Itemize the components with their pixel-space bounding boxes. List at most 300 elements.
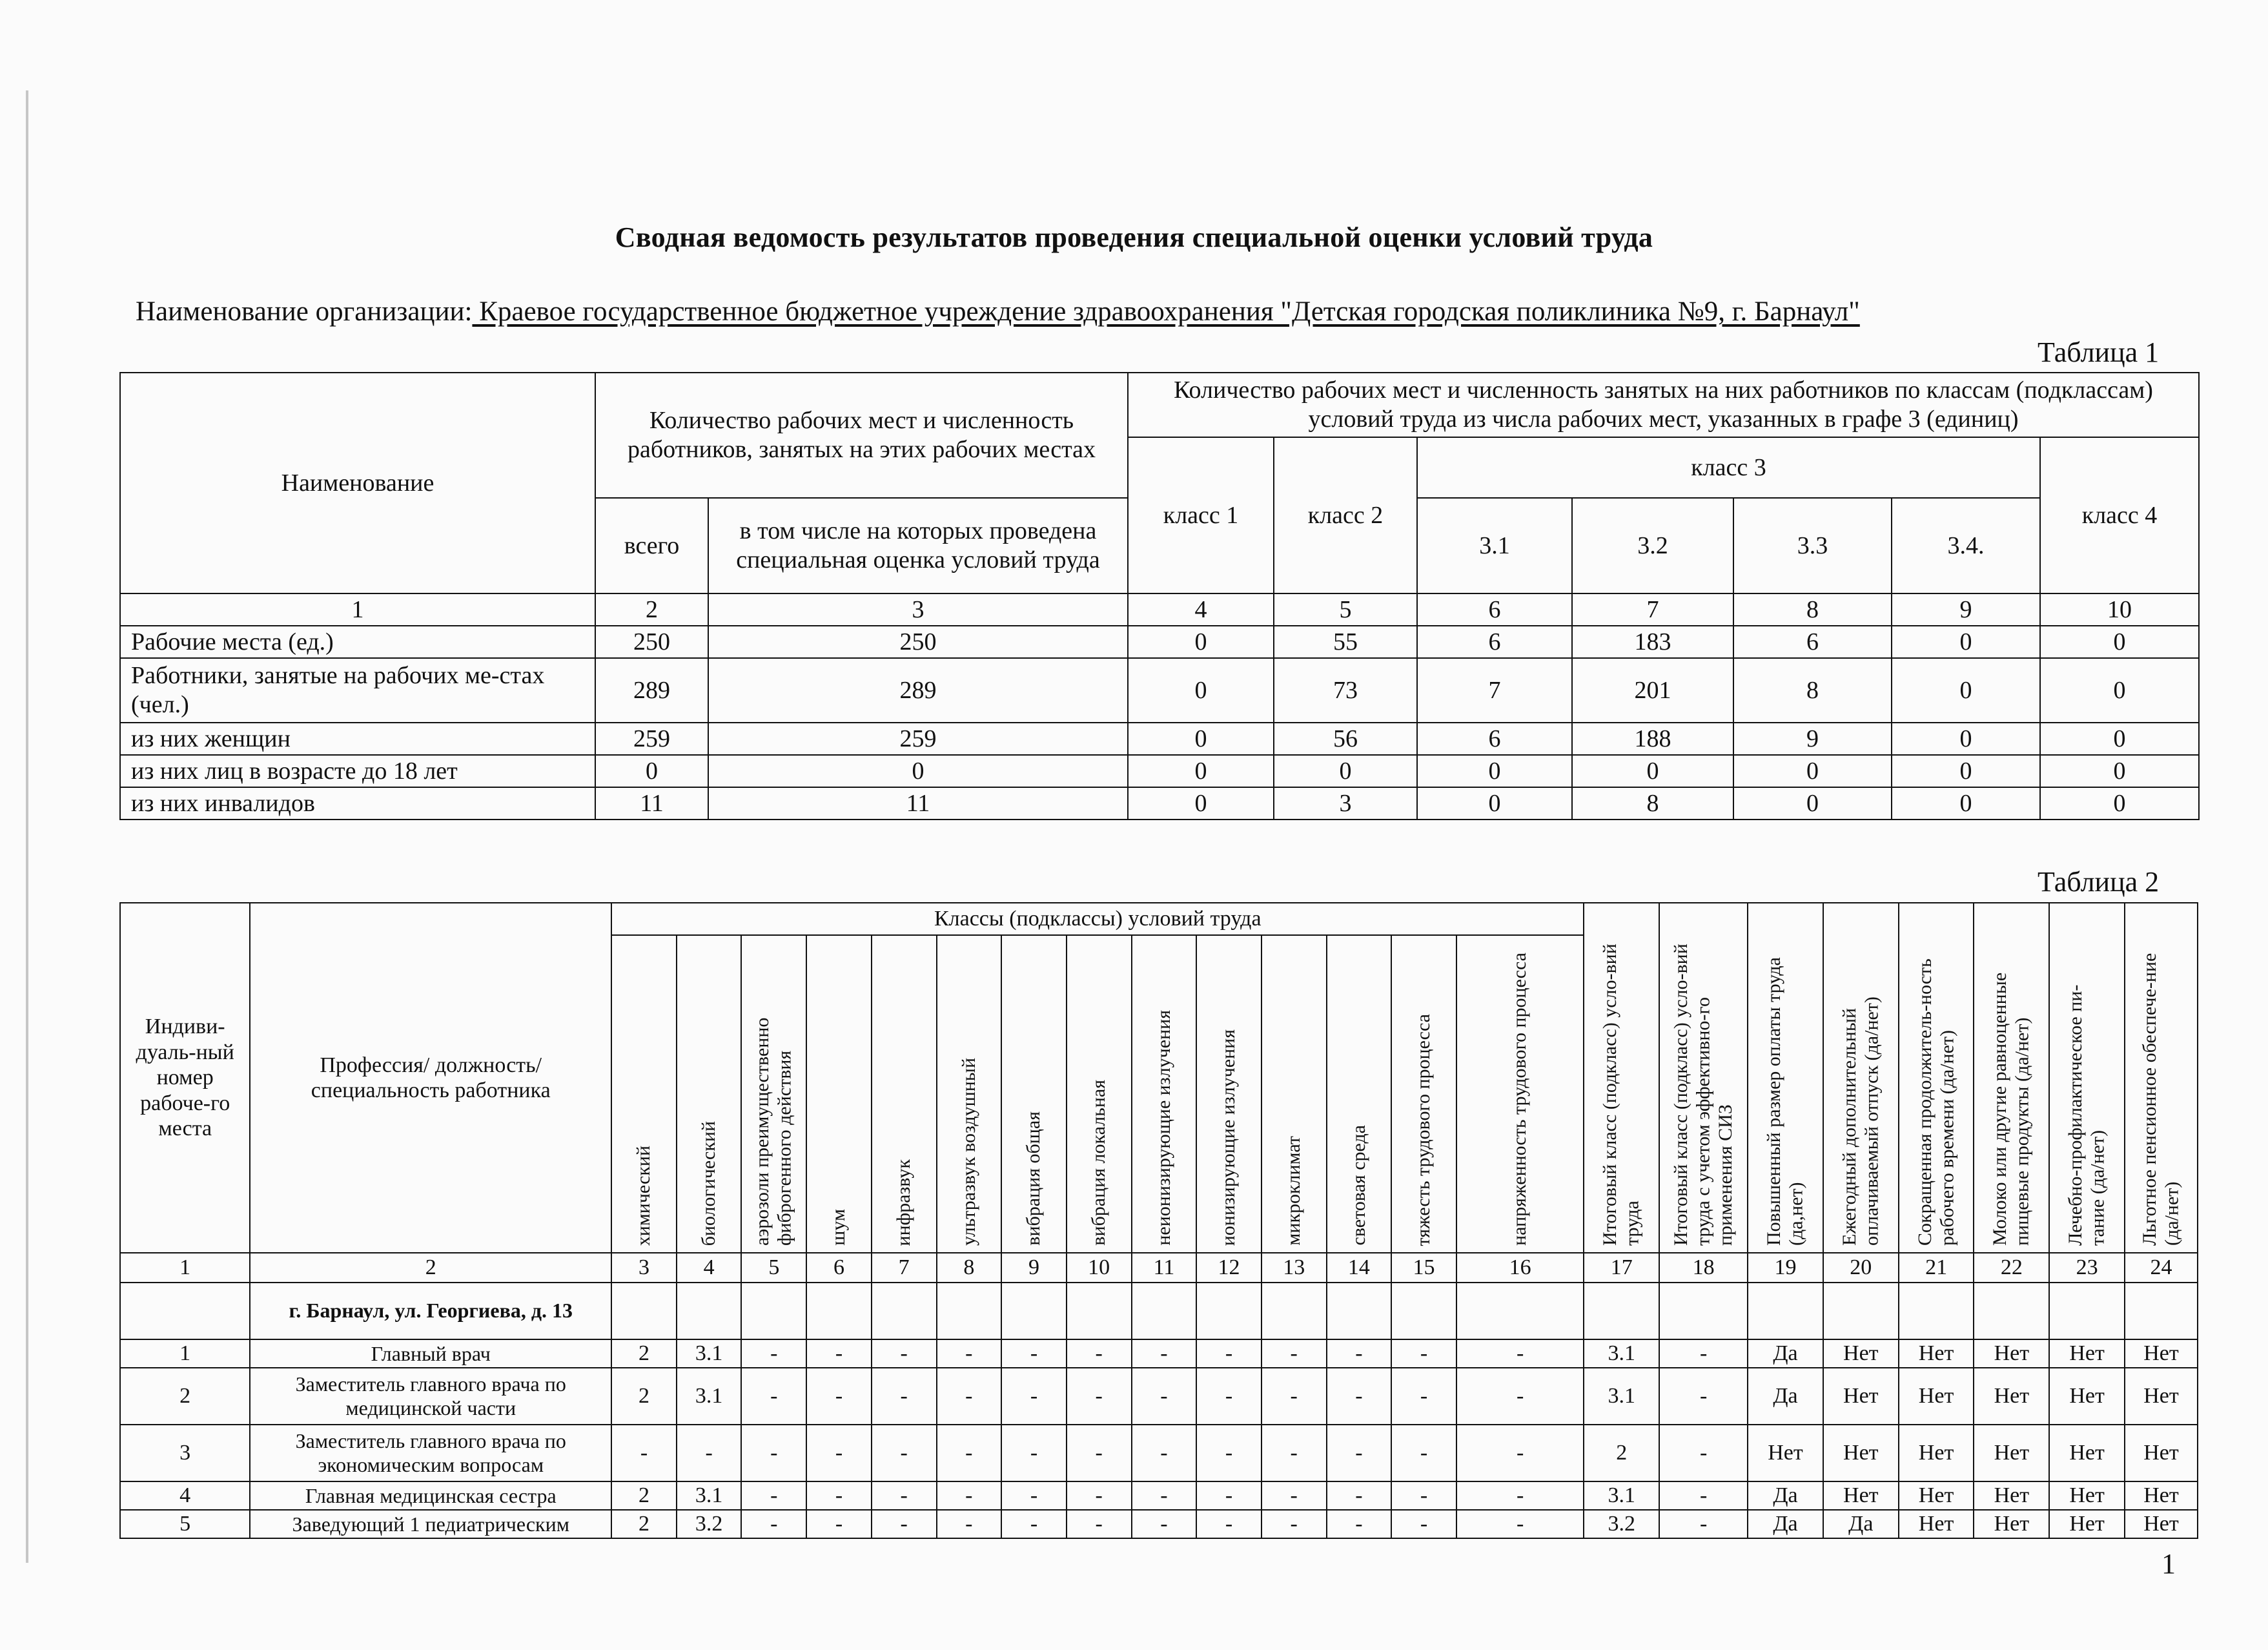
t1-cell: 11 — [595, 787, 708, 820]
t2-cell: 3.1 — [1584, 1368, 1659, 1425]
t1-cell: 0 — [708, 755, 1128, 787]
t2-cell: 3.1 — [677, 1368, 742, 1425]
t2-colnum: 5 — [741, 1253, 806, 1283]
t1-head-classes: Количество рабочих мест и численность занятых на них работников по классам (подклассам) условий труда из числа рабочих мест, указанных в графе 3 (единиц) — [1128, 373, 2199, 437]
t2-cell: - — [1001, 1425, 1067, 1481]
t2-head-factor-label: вибрация общая — [1023, 1111, 1045, 1246]
t2-head-factor — [1327, 935, 1392, 1253]
t2-cell: Нет — [2125, 1339, 2198, 1368]
t1-head-sub33: 3.3 — [1733, 498, 1892, 593]
t2-cell: Нет — [2049, 1510, 2125, 1538]
t2-cell: - — [1067, 1339, 1132, 1368]
t2-cell: - — [1659, 1425, 1748, 1481]
t2-empty-cell — [1659, 1283, 1748, 1339]
t1-head-sub32: 3.2 — [1572, 498, 1733, 593]
t1-colnum: 9 — [1892, 593, 2040, 626]
t2-cell: - — [1327, 1481, 1392, 1510]
t2-cell: Да — [1748, 1368, 1823, 1425]
t2-cell: Нет — [2125, 1368, 2198, 1425]
t1-cell: 3 — [1274, 787, 1417, 820]
t2-cell: - — [1132, 1339, 1197, 1368]
t2-cell: - — [1067, 1425, 1132, 1481]
t1-cell: 9 — [1733, 723, 1892, 755]
t2-cell: - — [937, 1425, 1002, 1481]
t1-cell: 55 — [1274, 626, 1417, 658]
t2-cell: - — [1132, 1368, 1197, 1425]
t2-head-extra — [1584, 903, 1659, 1253]
t1-row — [120, 755, 2199, 787]
t2-head-extra — [2049, 903, 2125, 1253]
t2-cell: - — [1196, 1368, 1262, 1425]
t2-head-factor-label: световая среда — [1347, 1125, 1369, 1246]
t2-head-extra-label: Лечебно-профилактическое пи-тание (да/нет) — [2065, 984, 2109, 1246]
t2-cell: Нет — [2125, 1425, 2198, 1481]
t2-cell: Да — [1748, 1339, 1823, 1368]
t2-cell: - — [741, 1339, 806, 1368]
t1-colnum: 3 — [708, 593, 1128, 626]
t1-colnum: 6 — [1417, 593, 1572, 626]
t2-head-extra — [1974, 903, 2049, 1253]
t1-cell: 0 — [2040, 626, 2199, 658]
t1-row-name: из них женщин — [120, 723, 595, 755]
t2-cell: - — [1067, 1510, 1132, 1538]
t2-head-factor-label: ультразвук воздушный — [957, 1058, 979, 1246]
t2-cell: - — [1327, 1368, 1392, 1425]
t2-head-factor-label: биологический — [697, 1120, 719, 1246]
t2-row-profession: Заместитель главного врача по медицинской части — [250, 1368, 611, 1425]
t2-empty-cell — [1584, 1283, 1659, 1339]
t2-cell: - — [872, 1510, 937, 1538]
t1-head-total: всего — [595, 498, 708, 593]
t2-cell: - — [1262, 1510, 1327, 1538]
t1-cell: 0 — [2040, 787, 2199, 820]
t2-cell: - — [1132, 1481, 1197, 1510]
t2-empty-cell — [872, 1283, 937, 1339]
t1-row-name: Рабочие места (ед.) — [120, 626, 595, 658]
t2-cell: Нет — [1823, 1368, 1899, 1425]
t2-empty-cell — [1067, 1283, 1132, 1339]
t1-cell: 6 — [1417, 723, 1572, 755]
t2-head-id: Индиви-дуаль-ный номер рабоче-го места — [120, 903, 250, 1253]
t2-cell: - — [1391, 1510, 1456, 1538]
t1-cell: 201 — [1572, 658, 1733, 723]
t2-cell: - — [1456, 1339, 1584, 1368]
t2-colnum: 12 — [1196, 1253, 1262, 1283]
t2-cell: - — [1327, 1425, 1392, 1481]
t2-empty-cell — [1823, 1283, 1899, 1339]
t2-cell: 3.1 — [1584, 1481, 1659, 1510]
t1-colnum-row — [120, 593, 2199, 626]
t2-empty-cell — [1001, 1283, 1067, 1339]
document-title: Сводная ведомость результатов проведения специальной оценки условий труда — [615, 222, 1653, 253]
t1-colnum: 7 — [1572, 593, 1733, 626]
t2-colnum: 18 — [1659, 1253, 1748, 1283]
t2-head-extra — [1823, 903, 1899, 1253]
t1-cell: 73 — [1274, 658, 1417, 723]
t2-colnum: 16 — [1456, 1253, 1584, 1283]
t2-cell: - — [1001, 1481, 1067, 1510]
t2-cell: - — [1196, 1339, 1262, 1368]
t1-cell: 250 — [595, 626, 708, 658]
t2-colnum: 13 — [1262, 1253, 1327, 1283]
t2-cell: Нет — [2125, 1481, 2198, 1510]
t2-cell: 2 — [611, 1339, 677, 1368]
t1-cell: 289 — [595, 658, 708, 723]
t2-head-factor — [1456, 935, 1584, 1253]
t2-head-factor — [1132, 935, 1197, 1253]
t2-cell: - — [937, 1510, 1002, 1538]
t1-cell: 0 — [1128, 658, 1274, 723]
t1-cell: 0 — [2040, 755, 2199, 787]
t2-empty-cell — [1974, 1283, 2049, 1339]
t2-cell: - — [1262, 1339, 1327, 1368]
t1-colnum: 10 — [2040, 593, 2199, 626]
t1-head-sub31: 3.1 — [1417, 498, 1572, 593]
t2-row-profession: Заведующий 1 педиатрическим — [250, 1510, 611, 1538]
t2-cell: - — [741, 1368, 806, 1425]
t2-head-factor — [677, 935, 742, 1253]
t2-head-extra-label: Итоговый класс (подкласс) усло-вий труда — [1599, 944, 1643, 1246]
t2-colnum: 8 — [937, 1253, 1002, 1283]
t2-cell: - — [1132, 1425, 1197, 1481]
t2-cell: Нет — [1823, 1339, 1899, 1368]
t1-cell: 0 — [1733, 787, 1892, 820]
t1-head-class3: класс 3 — [1417, 437, 2040, 498]
t2-cell: 2 — [1584, 1425, 1659, 1481]
t2-row-id: 3 — [120, 1425, 250, 1481]
t2-empty-cell — [741, 1283, 806, 1339]
t2-cell: - — [677, 1425, 742, 1481]
t2-colnum: 2 — [250, 1253, 611, 1283]
t2-empty-cell — [611, 1283, 677, 1339]
t2-empty-cell — [1391, 1283, 1456, 1339]
t2-head-classes: Классы (подклассы) условий труда — [611, 903, 1584, 935]
t2-cell: Нет — [2125, 1510, 2198, 1538]
t2-head-extra — [1659, 903, 1748, 1253]
t2-cell: Нет — [2049, 1368, 2125, 1425]
t1-cell: 0 — [1892, 787, 2040, 820]
t2-cell: - — [806, 1481, 872, 1510]
t2-cell: - — [1327, 1339, 1392, 1368]
t1-cell: 0 — [1128, 755, 1274, 787]
t2-cell: Да — [1748, 1510, 1823, 1538]
t2-colnum: 6 — [806, 1253, 872, 1283]
t2-cell: - — [741, 1510, 806, 1538]
t2-head-factor-label: аэрозоли преимущественно фиброгенного действия — [751, 1017, 795, 1246]
t2-cell: - — [1659, 1510, 1748, 1538]
t1-row-name: из них инвалидов — [120, 787, 595, 820]
t1-colnum: 1 — [120, 593, 595, 626]
t1-cell: 11 — [708, 787, 1128, 820]
t2-colnum: 4 — [677, 1253, 742, 1283]
t1-cell: 0 — [1128, 787, 1274, 820]
t1-head-name: Наименование — [120, 373, 595, 593]
t2-cell: - — [611, 1425, 677, 1481]
t2-empty-cell — [2125, 1283, 2198, 1339]
t2-cell: Нет — [2049, 1339, 2125, 1368]
t1-row — [120, 787, 2199, 820]
t1-colnum: 2 — [595, 593, 708, 626]
t2-empty-cell — [1262, 1283, 1327, 1339]
t1-cell: 0 — [2040, 723, 2199, 755]
t2-cell: 2 — [611, 1481, 677, 1510]
t2-cell: - — [1196, 1510, 1262, 1538]
t2-cell: 3.1 — [1584, 1339, 1659, 1368]
t2-head-factor — [611, 935, 677, 1253]
t1-cell: 289 — [708, 658, 1128, 723]
table2-caption: Таблица 2 — [2038, 866, 2160, 898]
t2-cell: 2 — [611, 1510, 677, 1538]
t2-head-extra-label: Молоко или другие равноценные пищевые продукты (да/нет) — [1989, 972, 2033, 1246]
t2-row-id: 5 — [120, 1510, 250, 1538]
t1-head-assessed: в том числе на которых проведена специальная оценка условий труда — [708, 498, 1128, 593]
t2-head-factor-label: микроклимат — [1282, 1136, 1304, 1246]
scan-edge-line — [26, 90, 28, 1563]
t2-cell: Нет — [2049, 1425, 2125, 1481]
t2-cell: Нет — [1899, 1510, 1974, 1538]
t2-empty-cell — [2049, 1283, 2125, 1339]
t2-colnum-row — [120, 1253, 2198, 1283]
t2-cell: - — [806, 1368, 872, 1425]
t2-cell: - — [1132, 1510, 1197, 1538]
t2-empty-cell — [1899, 1283, 1974, 1339]
t2-colnum: 23 — [2049, 1253, 2125, 1283]
t2-cell: - — [872, 1481, 937, 1510]
table1-caption: Таблица 1 — [2038, 336, 2160, 368]
t2-cell: - — [1391, 1368, 1456, 1425]
t1-cell: 259 — [708, 723, 1128, 755]
t2-cell: - — [1659, 1481, 1748, 1510]
t2-head-factor-label: ионизирующие излучения — [1218, 1029, 1240, 1246]
t2-empty-cell — [1132, 1283, 1197, 1339]
t2-cell: - — [1001, 1339, 1067, 1368]
t1-head-sub34: 3.4. — [1892, 498, 2040, 593]
t1-cell: 7 — [1417, 658, 1572, 723]
t2-row-id: 1 — [120, 1339, 250, 1368]
t2-head-extra-label: Сокращенная продолжитель-ность рабочего времени (да/нет) — [1914, 958, 1958, 1246]
t2-cell: - — [1391, 1481, 1456, 1510]
t2-cell: - — [1262, 1368, 1327, 1425]
t2-cell: - — [741, 1425, 806, 1481]
t2-colnum: 3 — [611, 1253, 677, 1283]
t2-row — [120, 1510, 2198, 1538]
t2-cell: 3.2 — [1584, 1510, 1659, 1538]
t2-row-profession: Заместитель главного врача по экономическим вопросам — [250, 1425, 611, 1481]
t2-row-profession: Главная медицинская сестра — [250, 1481, 611, 1510]
t2-colnum: 17 — [1584, 1253, 1659, 1283]
t1-cell: 0 — [1892, 723, 2040, 755]
t1-colnum: 5 — [1274, 593, 1417, 626]
t2-cell: 3.1 — [677, 1481, 742, 1510]
t1-cell: 0 — [595, 755, 708, 787]
t2-row — [120, 1339, 2198, 1368]
t2-location-subheading: г. Барнаул, ул. Георгиева, д. 13 — [250, 1283, 611, 1339]
t2-colnum: 22 — [1974, 1253, 2049, 1283]
t2-cell: - — [937, 1368, 1002, 1425]
t2-colnum: 24 — [2125, 1253, 2198, 1283]
t2-cell: - — [806, 1425, 872, 1481]
t2-cell: - — [1391, 1339, 1456, 1368]
t2-head-factor-label: напряженность трудового процесса — [1509, 953, 1531, 1246]
t1-cell: 250 — [708, 626, 1128, 658]
t1-row — [120, 723, 2199, 755]
t2-cell: - — [1327, 1510, 1392, 1538]
t2-cell: Нет — [1974, 1481, 2049, 1510]
t2-empty-cell — [1327, 1283, 1392, 1339]
t1-cell: 0 — [1733, 755, 1892, 787]
t2-cell: - — [1001, 1510, 1067, 1538]
organization-label: Наименование организации: — [136, 296, 473, 327]
t1-head-class4: класс 4 — [2040, 437, 2199, 593]
organization-name: Краевое государственное бюджетное учреждение здравоохранения "Детская городская поликлиника №9, г. Барнаул" — [472, 296, 1860, 327]
t1-cell: 6 — [1417, 626, 1572, 658]
t2-head-factor-label: неионизирующие излучения — [1152, 1010, 1174, 1246]
t2-head-factor-label: тяжесть трудового процесса — [1413, 1013, 1435, 1246]
t1-cell: 8 — [1572, 787, 1733, 820]
t2-empty-cell — [937, 1283, 1002, 1339]
t2-cell: Нет — [1748, 1425, 1823, 1481]
t2-cell: - — [1196, 1481, 1262, 1510]
t2-head-factor-label: химический — [633, 1145, 655, 1246]
t2-cell: Да — [1748, 1481, 1823, 1510]
t2-head-extra — [1899, 903, 1974, 1253]
t1-cell: 183 — [1572, 626, 1733, 658]
t2-cell: - — [1262, 1425, 1327, 1481]
t2-cell: - — [1659, 1368, 1748, 1425]
t1-row-name: Работники, занятые на рабочих ме-стах (чел.) — [120, 658, 595, 723]
t1-cell: 0 — [1274, 755, 1417, 787]
t2-row — [120, 1481, 2198, 1510]
t2-cell: - — [1456, 1368, 1584, 1425]
t2-row-id: 2 — [120, 1368, 250, 1425]
t2-cell: Нет — [1974, 1339, 2049, 1368]
t2-cell: Нет — [1974, 1368, 2049, 1425]
t1-cell: 6 — [1733, 626, 1892, 658]
t1-cell: 0 — [1128, 723, 1274, 755]
t2-colnum: 14 — [1327, 1253, 1392, 1283]
t2-cell: - — [872, 1425, 937, 1481]
t2-cell: Нет — [1899, 1481, 1974, 1510]
t2-head-extra-label: Итоговый класс (подкласс) усло-вий труда с учетом эффективно-го применения СИЗ — [1670, 944, 1736, 1246]
t1-cell: 0 — [1892, 755, 2040, 787]
t2-cell: Нет — [1974, 1425, 2049, 1481]
t2-cell: - — [1001, 1368, 1067, 1425]
t2-cell: - — [806, 1510, 872, 1538]
t1-cell: 0 — [1572, 755, 1733, 787]
t1-row-name: из них лиц в возрасте до 18 лет — [120, 755, 595, 787]
t1-cell: 0 — [1892, 626, 2040, 658]
t2-colnum: 21 — [1899, 1253, 1974, 1283]
t2-cell: Нет — [1899, 1339, 1974, 1368]
t2-cell: Нет — [1823, 1425, 1899, 1481]
t2-cell: - — [1262, 1481, 1327, 1510]
t2-colnum: 7 — [872, 1253, 937, 1283]
t1-head-class1: класс 1 — [1128, 437, 1274, 593]
t2-cell: - — [1196, 1425, 1262, 1481]
organization-line — [136, 296, 1860, 327]
page-number: 1 — [2161, 1548, 2176, 1580]
t2-cell: 2 — [611, 1368, 677, 1425]
t1-row — [120, 658, 2199, 723]
t2-head-factor — [1262, 935, 1327, 1253]
t1-cell: 0 — [2040, 658, 2199, 723]
t2-head-factor — [937, 935, 1002, 1253]
t2-colnum: 15 — [1391, 1253, 1456, 1283]
t1-head-class2: класс 2 — [1274, 437, 1417, 593]
t2-empty-cell — [1748, 1283, 1823, 1339]
t2-head-factor — [1196, 935, 1262, 1253]
t2-cell: - — [872, 1368, 937, 1425]
t1-cell: 0 — [1128, 626, 1274, 658]
t2-cell: - — [1659, 1339, 1748, 1368]
t2-cell: - — [1456, 1481, 1584, 1510]
t1-cell: 0 — [1417, 755, 1572, 787]
t2-cell: Нет — [2049, 1481, 2125, 1510]
t2-empty-cell — [120, 1283, 250, 1339]
t1-row — [120, 626, 2199, 658]
t2-cell: - — [806, 1339, 872, 1368]
t2-empty-cell — [677, 1283, 742, 1339]
t2-cell: Нет — [1899, 1425, 1974, 1481]
t2-cell: Нет — [1823, 1481, 1899, 1510]
t1-cell: 0 — [1417, 787, 1572, 820]
workplaces-table — [119, 902, 2198, 1539]
t2-row-id: 4 — [120, 1481, 250, 1510]
t2-colnum: 20 — [1823, 1253, 1899, 1283]
t2-cell: - — [1456, 1425, 1584, 1481]
summary-table — [119, 372, 2200, 820]
t2-cell: - — [741, 1481, 806, 1510]
t1-cell: 259 — [595, 723, 708, 755]
t2-head-extra-label: Повышенный размер оплаты труда (да,нет) — [1763, 957, 1807, 1246]
t2-cell: - — [1456, 1510, 1584, 1538]
t2-colnum: 9 — [1001, 1253, 1067, 1283]
t2-empty-cell — [806, 1283, 872, 1339]
t1-colnum: 4 — [1128, 593, 1274, 626]
t2-head-factor-label: шум — [828, 1209, 850, 1246]
t2-colnum: 10 — [1067, 1253, 1132, 1283]
t2-head-factor — [741, 935, 806, 1253]
t1-cell: 8 — [1733, 658, 1892, 723]
t2-head-factor — [872, 935, 937, 1253]
t2-head-extra-label: Ежегодный дополнительный оплачиваемый отпуск (да/нет) — [1838, 996, 1883, 1246]
t2-cell: - — [937, 1339, 1002, 1368]
t2-cell: Нет — [1899, 1368, 1974, 1425]
t2-head-factor — [806, 935, 872, 1253]
t2-row — [120, 1368, 2198, 1425]
t2-empty-cell — [1456, 1283, 1584, 1339]
t1-cell: 188 — [1572, 723, 1733, 755]
t1-colnum: 8 — [1733, 593, 1892, 626]
t2-cell: - — [1067, 1368, 1132, 1425]
t2-head-extra — [1748, 903, 1823, 1253]
t1-head-count: Количество рабочих мест и численность работников, занятых на этих рабочих местах — [595, 373, 1128, 498]
t2-row — [120, 1425, 2198, 1481]
t2-head-factor — [1001, 935, 1067, 1253]
t2-head-extra — [2125, 903, 2198, 1253]
t2-colnum: 19 — [1748, 1253, 1823, 1283]
t2-head-prof: Профессия/ должность/ специальность работника — [250, 903, 611, 1253]
t2-cell: - — [1391, 1425, 1456, 1481]
t2-row-profession: Главный врач — [250, 1339, 611, 1368]
t2-head-factor — [1391, 935, 1456, 1253]
t2-head-factor — [1067, 935, 1132, 1253]
t2-empty-cell — [1196, 1283, 1262, 1339]
t2-head-extra-label: Льготное пенсионное обеспече-ние (да/нет) — [2139, 953, 2183, 1246]
t1-cell: 56 — [1274, 723, 1417, 755]
t2-head-factor-label: вибрация локальная — [1087, 1080, 1109, 1246]
t2-cell: 3.2 — [677, 1510, 742, 1538]
